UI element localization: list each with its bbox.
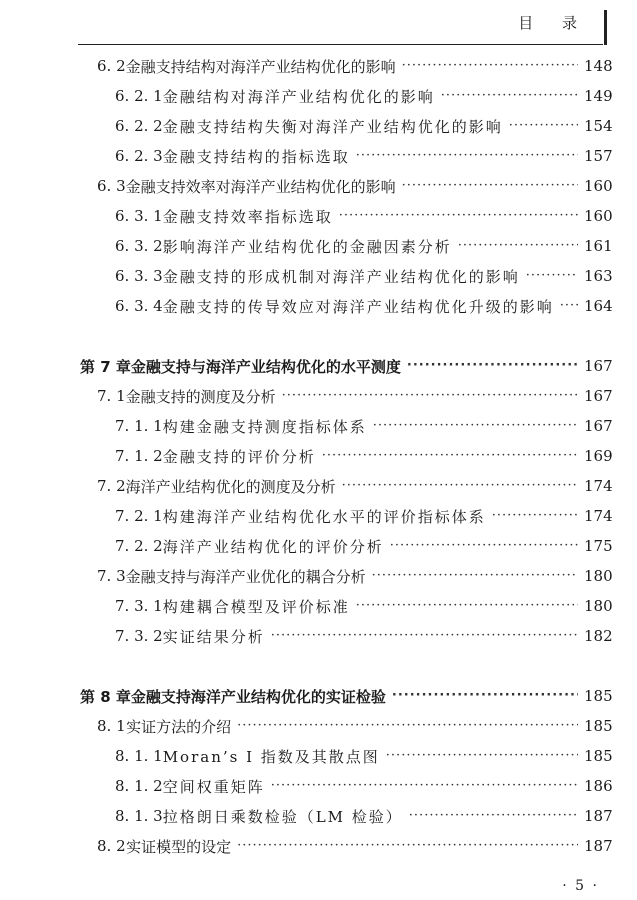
dot-leader (407, 353, 578, 379)
entry-title: 金融支持效率对海洋产业结构优化的影响 (125, 177, 396, 196)
toc-subsection-entry[interactable] (80, 503, 613, 529)
entry-title: 金融支持海洋产业结构优化的实证检验 (130, 687, 386, 706)
dot-leader (237, 833, 578, 859)
entry-title: 金融支持的测度及分析 (125, 387, 276, 406)
dot-leader (458, 233, 578, 259)
entry-number: 第 7 章 (80, 357, 131, 376)
entry-number: 6. 2. 2 (115, 117, 163, 135)
entry-title: 空间权重矩阵 (162, 777, 265, 796)
entry-title: 影响海洋产业结构优化的金融因素分析 (162, 237, 452, 256)
entry-page-number: 161 (584, 237, 613, 255)
entry-title: 构建金融支持测度指标体系 (162, 417, 367, 436)
entry-title: 金融支持与海洋产业优化的耦合分析 (125, 567, 366, 586)
entry-page-number: 185 (584, 687, 613, 705)
toc-subsection-entry[interactable] (80, 593, 613, 619)
entry-page-number: 174 (584, 477, 613, 495)
toc-section-entry[interactable] (80, 383, 613, 409)
entry-title: 金融支持结构对海洋产业结构优化的影响 (125, 57, 396, 76)
toc-subsection-entry[interactable] (80, 443, 613, 469)
entry-page-number: 149 (584, 87, 613, 105)
toc-subsection-entry[interactable] (80, 143, 613, 169)
dot-leader (356, 593, 578, 619)
toc-subsection-entry[interactable] (80, 113, 613, 139)
entry-page-number: 180 (584, 567, 613, 585)
dot-leader (526, 263, 578, 289)
entry-number: 7. 3. 2 (115, 627, 163, 645)
entry-number: 7. 1. 2 (115, 447, 163, 465)
entry-page-number: 167 (584, 357, 613, 375)
entry-title: 金融支持结构的指标选取 (162, 147, 350, 166)
header-title: 目 录 (518, 14, 589, 32)
dot-leader (356, 143, 578, 169)
entry-page-number: 186 (584, 777, 613, 795)
entry-page-number: 157 (584, 147, 613, 165)
toc-chapter-entry[interactable] (80, 353, 613, 379)
entry-number: 8. 2 (97, 837, 126, 855)
entry-number: 6. 3 (97, 177, 126, 195)
entry-title: 金融支持效率指标选取 (162, 207, 333, 226)
dot-leader (402, 173, 578, 199)
dot-leader (339, 203, 578, 229)
entry-page-number: 169 (584, 447, 613, 465)
toc-subsection-entry[interactable] (80, 743, 613, 769)
entry-number: 6. 2. 3 (115, 147, 163, 165)
dot-leader (237, 713, 578, 739)
header-bar-mark (604, 10, 607, 45)
entry-title: 拉格朗日乘数检验（LM 检验） (162, 807, 403, 826)
entry-title: 金融结构对海洋产业结构优化的影响 (162, 87, 435, 106)
entry-number: 第 8 章 (80, 687, 131, 706)
entry-number: 7. 1 (97, 387, 126, 405)
entry-number: 8. 1. 1 (115, 747, 163, 765)
entry-page-number: 148 (584, 57, 613, 75)
entry-page-number: 187 (584, 807, 613, 825)
dot-leader (373, 413, 578, 439)
entry-number: 8. 1 (97, 717, 126, 735)
toc-subsection-entry[interactable] (80, 623, 613, 649)
toc-subsection-entry[interactable] (80, 773, 613, 799)
entry-title: 海洋产业结构优化的测度及分析 (125, 477, 336, 496)
entry-page-number: 160 (584, 207, 613, 225)
toc-subsection-entry[interactable] (80, 83, 613, 109)
entry-page-number: 167 (584, 387, 613, 405)
entry-number: 7. 2. 1 (115, 507, 163, 525)
entry-number: 6. 2 (97, 57, 126, 75)
entry-title: 实证结果分析 (162, 627, 265, 646)
page-number-footer: · 5 · (562, 878, 599, 894)
toc-section-entry[interactable] (80, 173, 613, 199)
toc-section-entry[interactable] (80, 833, 613, 859)
entry-page-number: 163 (584, 267, 613, 285)
entry-number: 7. 1. 1 (115, 417, 163, 435)
toc-subsection-entry[interactable] (80, 803, 613, 829)
dot-leader (560, 293, 578, 319)
toc-subsection-entry[interactable] (80, 293, 613, 319)
toc-chapter-entry[interactable] (80, 683, 613, 709)
entry-number: 7. 3. 1 (115, 597, 163, 615)
entry-title: 实证模型的设定 (126, 837, 232, 856)
toc-subsection-entry[interactable] (80, 203, 613, 229)
entry-title: 实证方法的介绍 (126, 717, 232, 736)
entry-title: 金融支持结构失衡对海洋产业结构优化的影响 (162, 117, 503, 136)
dot-leader (390, 533, 578, 559)
entry-page-number: 160 (584, 177, 613, 195)
entry-number: 7. 2. 2 (115, 537, 163, 555)
entry-page-number: 174 (584, 507, 613, 525)
entry-title: 金融支持与海洋产业结构优化的水平测度 (130, 357, 401, 376)
entry-page-number: 175 (584, 537, 613, 555)
toc-subsection-entry[interactable] (80, 233, 613, 259)
entry-number: 8. 1. 3 (115, 807, 163, 825)
running-header (0, 8, 637, 44)
header-rule (78, 44, 603, 45)
entry-page-number: 180 (584, 597, 613, 615)
entry-title: 构建耦合模型及评价标准 (162, 597, 350, 616)
dot-leader (342, 473, 578, 499)
entry-title: Moran’s I 指数及其散点图 (162, 747, 380, 766)
entry-page-number: 167 (584, 417, 613, 435)
entry-page-number: 185 (584, 747, 613, 765)
entry-page-number: 164 (584, 297, 613, 315)
entry-number: 6. 3. 4 (115, 297, 163, 315)
entry-number: 8. 1. 2 (115, 777, 163, 795)
entry-title: 金融支持的形成机制对海洋产业结构优化的影响 (162, 267, 520, 286)
toc-subsection-entry[interactable] (80, 413, 613, 439)
dot-leader (441, 83, 578, 109)
dot-leader (271, 623, 578, 649)
dot-leader (282, 383, 578, 409)
entry-number: 7. 3 (97, 567, 126, 585)
entry-page-number: 154 (584, 117, 613, 135)
dot-leader (402, 53, 578, 79)
dot-leader (271, 773, 578, 799)
toc-section-entry[interactable] (80, 563, 613, 589)
entry-number: 6. 2. 1 (115, 87, 163, 105)
entry-title: 构建海洋产业结构优化水平的评价指标体系 (162, 507, 486, 526)
entry-number: 6. 3. 2 (115, 237, 163, 255)
dot-leader (322, 443, 578, 469)
entry-title: 金融支持的评价分析 (162, 447, 316, 466)
dot-leader (386, 743, 578, 769)
toc-section-entry[interactable] (80, 713, 613, 739)
dot-leader (492, 503, 578, 529)
toc-subsection-entry[interactable] (80, 263, 613, 289)
dot-leader (509, 113, 578, 139)
entry-title: 金融支持的传导效应对海洋产业结构优化升级的影响 (162, 297, 554, 316)
entry-number: 6. 3. 1 (115, 207, 163, 225)
dot-leader (372, 563, 578, 589)
toc-subsection-entry[interactable] (80, 533, 613, 559)
entry-title: 海洋产业结构优化的评价分析 (162, 537, 384, 556)
toc-section-entry[interactable] (80, 53, 613, 79)
dot-leader (392, 683, 578, 709)
entry-number: 6. 3. 3 (115, 267, 163, 285)
entry-page-number: 185 (584, 717, 613, 735)
toc-section-entry[interactable] (80, 473, 613, 499)
entry-page-number: 182 (584, 627, 613, 645)
entry-page-number: 187 (584, 837, 613, 855)
dot-leader (409, 803, 578, 829)
entry-number: 7. 2 (97, 477, 126, 495)
